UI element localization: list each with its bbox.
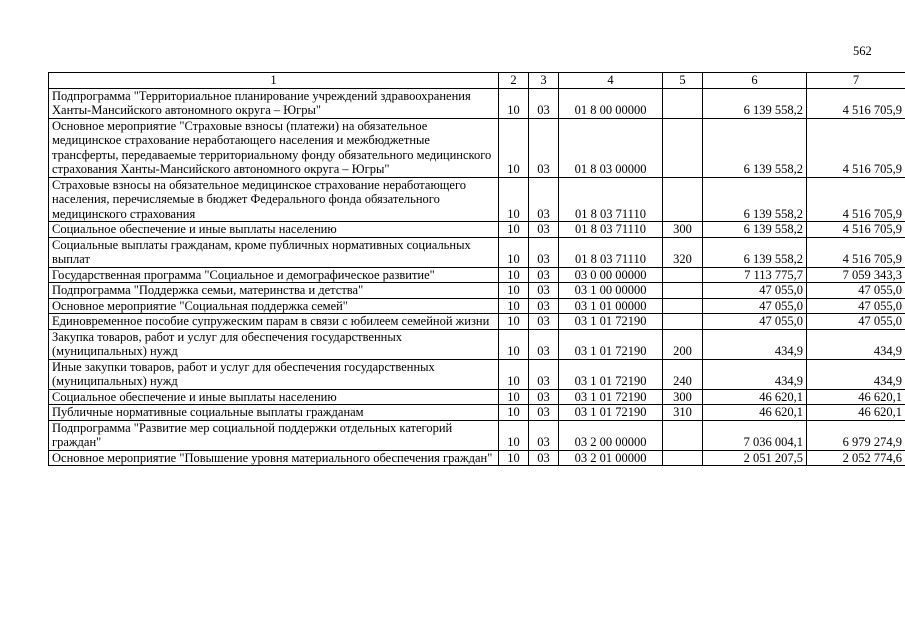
header-cell: 6 [703,73,807,89]
table-row [49,405,905,421]
row-name: Социальное обеспечение и иные выплаты населению [49,389,499,405]
amount-col7: 47 055,0 [807,283,905,299]
row-name: Основное мероприятие "Повышение уровня материального обеспечения граждан" [49,450,499,466]
amount-col6: 6 139 558,2 [703,222,807,238]
section-code: 10 [499,359,529,389]
target-article: 01 8 03 71110 [559,237,663,267]
amount-col7: 4 516 705,9 [807,177,905,222]
amount-col6: 434,9 [703,359,807,389]
header-cell: 1 [49,73,499,89]
target-article: 01 8 03 71110 [559,222,663,238]
target-article: 03 1 01 72190 [559,314,663,330]
target-article: 03 1 01 72190 [559,405,663,421]
table-row [49,222,905,238]
amount-col7: 47 055,0 [807,298,905,314]
budget-table [48,72,905,466]
target-article: 03 1 01 72190 [559,359,663,389]
section-code: 10 [499,298,529,314]
amount-col6: 434,9 [703,329,807,359]
row-name: Основное мероприятие "Социальная поддержка семей" [49,298,499,314]
expense-type: 320 [663,237,703,267]
row-name: Подпрограмма "Поддержка семьи, материнства и детства" [49,283,499,299]
section-code: 10 [499,267,529,283]
subsection-code: 03 [529,118,559,177]
amount-col7: 46 620,1 [807,389,905,405]
amount-col6: 47 055,0 [703,283,807,299]
row-name: Закупка товаров, работ и услуг для обеспечения государственных (муниципальных) нужд [49,329,499,359]
section-code: 10 [499,222,529,238]
amount-col6: 6 139 558,2 [703,237,807,267]
amount-col7: 6 979 274,9 [807,420,905,450]
amount-col7: 4 516 705,9 [807,118,905,177]
amount-col7: 4 516 705,9 [807,88,905,118]
target-article: 03 1 01 72190 [559,329,663,359]
row-name: Социальное обеспечение и иные выплаты населению [49,222,499,238]
target-article: 03 2 00 00000 [559,420,663,450]
table-row [49,420,905,450]
expense-type [663,420,703,450]
table-row [49,359,905,389]
subsection-code: 03 [529,298,559,314]
section-code: 10 [499,88,529,118]
subsection-code: 03 [529,237,559,267]
section-code: 10 [499,329,529,359]
table-row [49,177,905,222]
target-article: 01 8 03 00000 [559,118,663,177]
header-cell: 2 [499,73,529,89]
target-article: 01 8 00 00000 [559,88,663,118]
subsection-code: 03 [529,267,559,283]
amount-col6: 6 139 558,2 [703,88,807,118]
row-name: Публичные нормативные социальные выплаты гражданам [49,405,499,421]
subsection-code: 03 [529,177,559,222]
expense-type: 200 [663,329,703,359]
table-row [49,329,905,359]
table-row [49,237,905,267]
table-row [49,389,905,405]
subsection-code: 03 [529,405,559,421]
header-cell: 7 [807,73,905,89]
table-row [49,298,905,314]
section-code: 10 [499,283,529,299]
target-article: 03 1 01 00000 [559,298,663,314]
amount-col6: 47 055,0 [703,314,807,330]
row-name: Страховые взносы на обязательное медицинское страхование неработающего населения, перечисляемые в бюджет Федерального фонда обязательного медицинского страхования [49,177,499,222]
section-code: 10 [499,389,529,405]
expense-type [663,118,703,177]
expense-type: 310 [663,405,703,421]
subsection-code: 03 [529,389,559,405]
subsection-code: 03 [529,420,559,450]
target-article: 03 1 01 72190 [559,389,663,405]
row-name: Единовременное пособие супружеским парам в связи с юбилеем семейной жизни [49,314,499,330]
subsection-code: 03 [529,88,559,118]
table-row [49,88,905,118]
amount-col6: 47 055,0 [703,298,807,314]
subsection-code: 03 [529,450,559,466]
target-article: 03 0 00 00000 [559,267,663,283]
subsection-code: 03 [529,283,559,299]
expense-type [663,88,703,118]
row-name: Социальные выплаты гражданам, кроме публичных нормативных социальных выплат [49,237,499,267]
row-name: Основное мероприятие "Страховые взносы (платежи) на обязательное медицинское страхование неработающего населения и межбюджетные трансферты, передаваемые территориальному фонду обязательного медицинского страхования Ханты-Мансийского автономного округа – Югры" [49,118,499,177]
target-article: 03 1 00 00000 [559,283,663,299]
expense-type [663,177,703,222]
expense-type [663,298,703,314]
amount-col7: 434,9 [807,359,905,389]
target-article: 03 2 01 00000 [559,450,663,466]
amount-col6: 2 051 207,5 [703,450,807,466]
row-name: Государственная программа "Социальное и демографическое развитие" [49,267,499,283]
subsection-code: 03 [529,359,559,389]
header-cell: 3 [529,73,559,89]
expense-type [663,283,703,299]
table-row [49,267,905,283]
row-name: Подпрограмма "Территориальное планирование учреждений здравоохранения Ханты-Мансийского автономного округа – Югры" [49,88,499,118]
amount-col6: 46 620,1 [703,389,807,405]
section-code: 10 [499,314,529,330]
row-name: Иные закупки товаров, работ и услуг для обеспечения государственных (муниципальных) нужд [49,359,499,389]
expense-type [663,314,703,330]
expense-type [663,267,703,283]
amount-col6: 7 036 004,1 [703,420,807,450]
subsection-code: 03 [529,329,559,359]
target-article: 01 8 03 71110 [559,177,663,222]
section-code: 10 [499,118,529,177]
page-number: 562 [853,44,872,58]
expense-type: 300 [663,389,703,405]
expense-type [663,450,703,466]
amount-col7: 434,9 [807,329,905,359]
header-cell: 4 [559,73,663,89]
amount-col7: 47 055,0 [807,314,905,330]
amount-col7: 7 059 343,3 [807,267,905,283]
section-code: 10 [499,450,529,466]
row-name: Подпрограмма "Развитие мер социальной поддержки отдельных категорий граждан" [49,420,499,450]
section-code: 10 [499,237,529,267]
table-header-row [49,73,905,89]
amount-col7: 4 516 705,9 [807,237,905,267]
amount-col6: 6 139 558,2 [703,177,807,222]
section-code: 10 [499,420,529,450]
amount-col6: 6 139 558,2 [703,118,807,177]
amount-col6: 46 620,1 [703,405,807,421]
section-code: 10 [499,405,529,421]
table-row [49,314,905,330]
subsection-code: 03 [529,314,559,330]
amount-col7: 4 516 705,9 [807,222,905,238]
expense-type: 300 [663,222,703,238]
amount-col7: 2 052 774,6 [807,450,905,466]
amount-col7: 46 620,1 [807,405,905,421]
header-cell: 5 [663,73,703,89]
table-row [49,283,905,299]
table-row [49,118,905,177]
section-code: 10 [499,177,529,222]
expense-type: 240 [663,359,703,389]
table-row [49,450,905,466]
subsection-code: 03 [529,222,559,238]
amount-col6: 7 113 775,7 [703,267,807,283]
